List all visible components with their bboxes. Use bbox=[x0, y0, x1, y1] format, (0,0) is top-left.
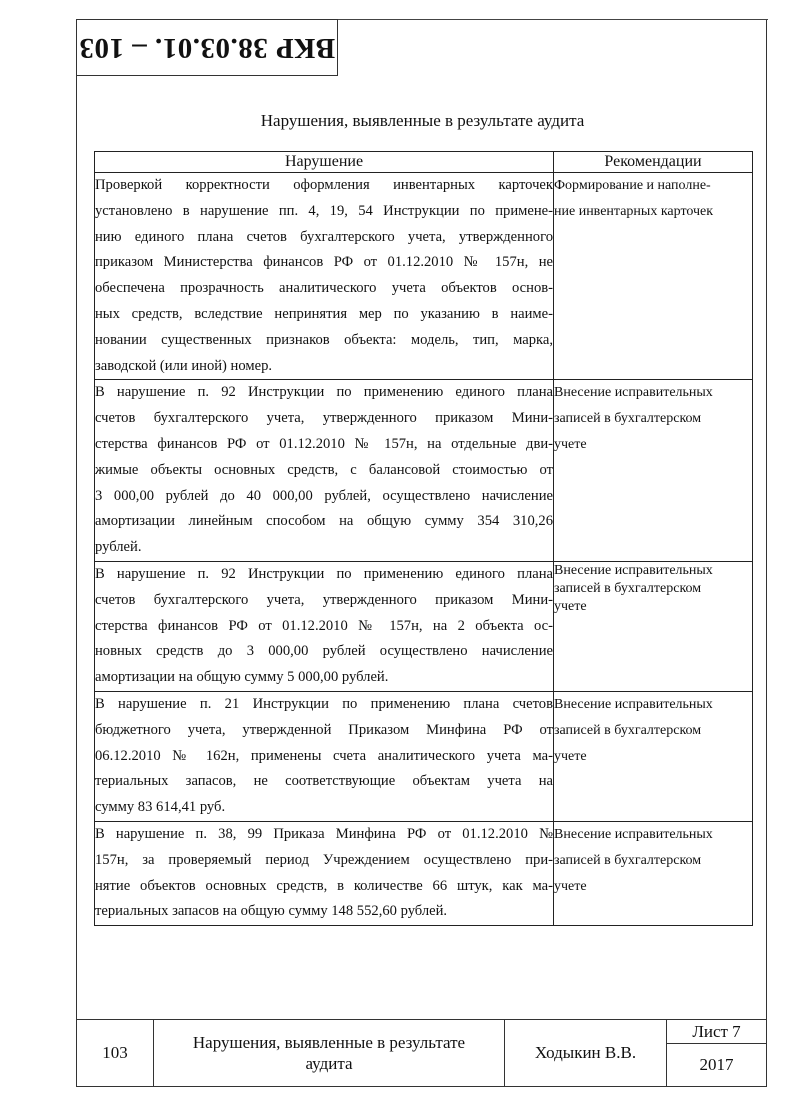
violation-text-line: териальных запасов на общую сумму 148 552,60 рублей. bbox=[95, 903, 448, 920]
violation-text-line: новании существенных признаков объекта: модель, тип, марка, bbox=[95, 331, 553, 348]
footer-year: 2017 bbox=[699, 1055, 734, 1074]
recommendation-cell bbox=[554, 821, 753, 925]
violation-text-line: стерства финансов РФ от 01.12.2010 № 157н, на отдельные дви- bbox=[95, 435, 553, 452]
violation-text-line: обеспечена прозрачность аналитического учета объектов основ- bbox=[95, 280, 553, 297]
recommendation-text-line: ние инвентарных карточек bbox=[554, 204, 714, 219]
recommendation-text-line: учете bbox=[554, 598, 587, 614]
recommendation-cell bbox=[554, 173, 753, 380]
violation-cell bbox=[95, 173, 554, 380]
violation-text-line: амортизации линейным способом на общую сумму 354 310,26 bbox=[95, 513, 553, 530]
recommendation-cell bbox=[554, 561, 753, 691]
violations-table bbox=[94, 151, 753, 926]
violation-text-line: В нарушение п. 21 Инструкции по применению плана счетов bbox=[95, 695, 553, 712]
recommendation-text-line: Внесение исправительных bbox=[554, 385, 713, 401]
violation-text-line: новных средств до 3 000,00 рублей осуществлено начисление bbox=[95, 643, 553, 660]
violation-text-line: териальных запасов, не соответствующие объектам учета на bbox=[95, 773, 553, 790]
violation-text-line: сумму 83 614,41 руб. bbox=[95, 799, 226, 816]
violation-text-line: В нарушение п. 92 Инструкции по применению единого плана bbox=[95, 384, 553, 401]
recommendation-text-line: Формирование и наполне- bbox=[554, 178, 711, 193]
title-block bbox=[76, 1019, 767, 1087]
violation-text-line: нию единого плана счетов бухгалтерского учета, утвержденного bbox=[95, 228, 553, 245]
violation-text-line: счетов бухгалтерского учета, утвержденного приказом Мини- bbox=[95, 591, 553, 608]
violation-text-line: В нарушение п. 92 Инструкции по применению единого плана bbox=[95, 565, 553, 582]
violation-text-line: В нарушение п. 38, 99 Приказа Минфина РФ от 01.12.2010 № bbox=[95, 825, 553, 842]
violation-text-line: заводской (или иной) номер. bbox=[95, 357, 273, 374]
recommendation-text-line: Внесение исправительных bbox=[554, 562, 713, 578]
violation-text-line: установлено в нарушение пп. 4, 19, 54 Инструкции по примене- bbox=[95, 202, 553, 219]
table-header-row bbox=[95, 152, 753, 173]
recommendation-text-line: записей в бухгалтерском bbox=[554, 722, 702, 738]
footer-sheet: Лист 7 bbox=[667, 1020, 766, 1044]
recommendation-text-line: записей в бухгалтерском bbox=[554, 852, 702, 868]
recommendation-text-line: Внесение исправительных bbox=[554, 826, 713, 842]
recommendation-cell bbox=[554, 691, 753, 821]
violation-text-line: жимые объекты основных средств, с балансовой стоимостью от bbox=[95, 461, 553, 478]
recommendation-text-line: учете bbox=[554, 878, 587, 894]
document-code: ВКР 38.03.01. – 103 bbox=[78, 32, 336, 64]
violation-text-line: 06.12.2010 № 162н, применены счета аналитического учета ма- bbox=[95, 747, 553, 764]
footer-title: Нарушения, выявленные в результате аудита bbox=[154, 1020, 505, 1086]
violation-cell bbox=[95, 691, 554, 821]
violation-text-line: нятие объектов основных средств, в количестве 66 штук, как ма- bbox=[95, 877, 553, 894]
recommendation-text-line: Внесение исправительных bbox=[554, 696, 713, 712]
violation-text-line: 157н, за проверяемый период Учреждением осуществлено при- bbox=[95, 851, 553, 868]
violation-cell bbox=[95, 380, 554, 562]
document-code-stamp bbox=[76, 19, 338, 76]
violation-text-line: стерства финансов РФ от 01.12.2010 № 157н, на 2 объекта ос- bbox=[95, 617, 553, 634]
recommendation-text-line: учете bbox=[554, 748, 587, 764]
violation-text-line: бюджетного учета, утвержденной Приказом Минфина РФ от bbox=[95, 721, 553, 738]
table-row bbox=[95, 821, 753, 925]
violation-text-line: рублей. bbox=[95, 539, 142, 556]
frame-top-line bbox=[338, 19, 768, 20]
recommendation-text-line: учете bbox=[554, 437, 587, 453]
header-recommendations: Рекомендации bbox=[554, 152, 753, 173]
violation-text-line: 3 000,00 рублей до 40 000,00 рублей, осуществлено начисление bbox=[95, 487, 553, 504]
header-violation: Нарушение bbox=[95, 152, 554, 173]
table-row bbox=[95, 173, 753, 380]
table-row bbox=[95, 691, 753, 821]
violation-text-line: Проверкой корректности оформления инвентарных карточек bbox=[95, 177, 553, 193]
page-title: Нарушения, выявленные в результате аудита bbox=[260, 111, 585, 130]
violation-text-line: приказом Министерства финансов РФ от 01.12.2010 № 157н, не bbox=[95, 254, 553, 271]
table-row bbox=[95, 561, 753, 691]
violation-text-line: счетов бухгалтерского учета, утвержденного приказом Мини- bbox=[95, 410, 553, 427]
footer-number: 103 bbox=[77, 1020, 154, 1086]
recommendation-text-line: записей в бухгалтерском bbox=[554, 580, 702, 596]
recommendation-text-line: записей в бухгалтерском bbox=[554, 411, 702, 427]
footer-author: Ходыкин В.В. bbox=[505, 1020, 667, 1086]
violation-text-line: амортизации на общую сумму 5 000,00 рублей. bbox=[95, 669, 389, 686]
violation-cell bbox=[95, 561, 554, 691]
recommendation-cell bbox=[554, 380, 753, 562]
table-row bbox=[95, 380, 753, 562]
violation-cell bbox=[95, 821, 554, 925]
violation-text-line: ных средств, вследствие непринятия мер по указанию в наиме- bbox=[95, 305, 553, 322]
